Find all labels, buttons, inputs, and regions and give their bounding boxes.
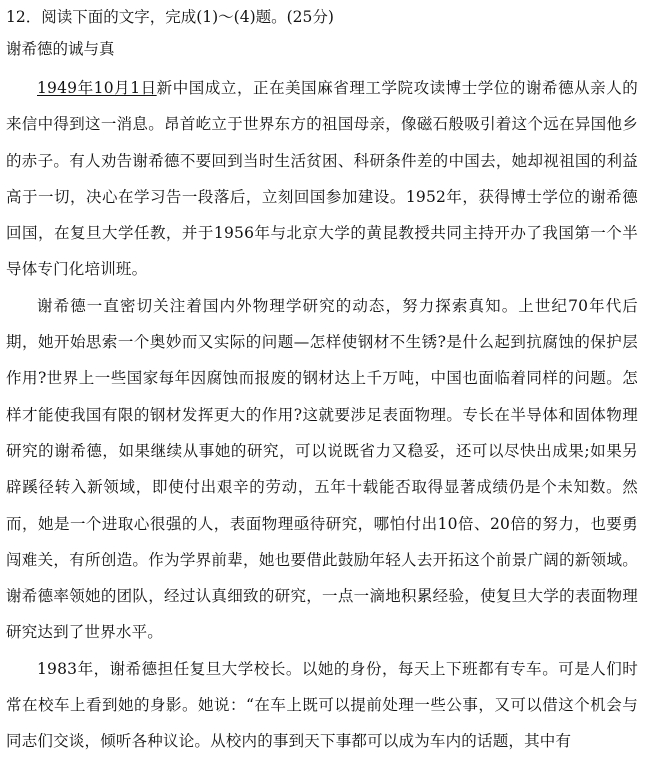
document-page <box>6 4 638 760</box>
paragraph-2-text: 谢希德一直密切关注着国内外物理学研究的动态，努力探索真知。上世纪70年代后期，她开始思索一个奥妙而又实际的问题—怎样使钢材不生锈?是什么起到抗腐蚀的保护层作用?世界上一些国家每年因腐蚀而报废的钢材达上千万吨，中国也面临着同样的问题。怎样才能使我国有限的钢材发挥更大的作用?这就要涉足表面物理。专长在半导体和固体物理研究的谢希德，如果继续从事她的研究，可以说既省力又稳妥，还可以尽快出成果;如果另辟蹊径转入新领域，即使付出艰辛的劳动，五年十载能否取得显著成绩仍是个未知数。然而，她是一个进取心很强的人，表面物理亟待研究，哪怕付出10倍、20倍的努力，也要勇闯难关，有所创造。作为学界前辈，她也要借此鼓励年轻人去开拓这个前景广阔的新领域。谢希德率领她的团队，经过认真细致的研究，一点一滴地积累经验，使复旦大学的表面物理研究达到了世界水平。 <box>6 296 638 642</box>
paragraph-3-text: 1983年，谢希德担任复旦大学校长。以她的身份，每天上下班都有专车。可是人们时常在校车上看到她的身影。她说：“在车上既可以提前处理一些公事，又可以借这个机会与同志们交谈，倾听各种议论。从校内的事到天下事都可以成为车内的话题，其中有 <box>6 659 638 751</box>
paragraph-1 <box>6 70 638 288</box>
question-header: 12．阅读下面的文字，完成(1)～(4)题。(25分) <box>6 8 334 26</box>
paragraph-3 <box>6 651 638 760</box>
underlined-date: 1949年10月1日 <box>37 79 157 97</box>
paragraph-2 <box>6 288 638 651</box>
article-title: 谢希德的诚与真 <box>6 40 115 58</box>
paragraph-1-text: 新中国成立，正在美国麻省理工学院攻读博士学位的谢希德从亲人的来信中得到这一消息。昂首屹立于世界东方的祖国母亲，像磁石般吸引着这个远在异国他乡的赤子。有人劝告谢希德不要回到当时生活贫困、科研条件差的中国去，她却视祖国的利益高于一切，决心在学习告一段落后，立刻回国参加建设。1952年，获得博士学位的谢希德回国，在复旦大学任教，并于1956年与北京大学的黄昆教授共同主持开办了我国第一个半导体专门化培训班。 <box>6 79 638 279</box>
